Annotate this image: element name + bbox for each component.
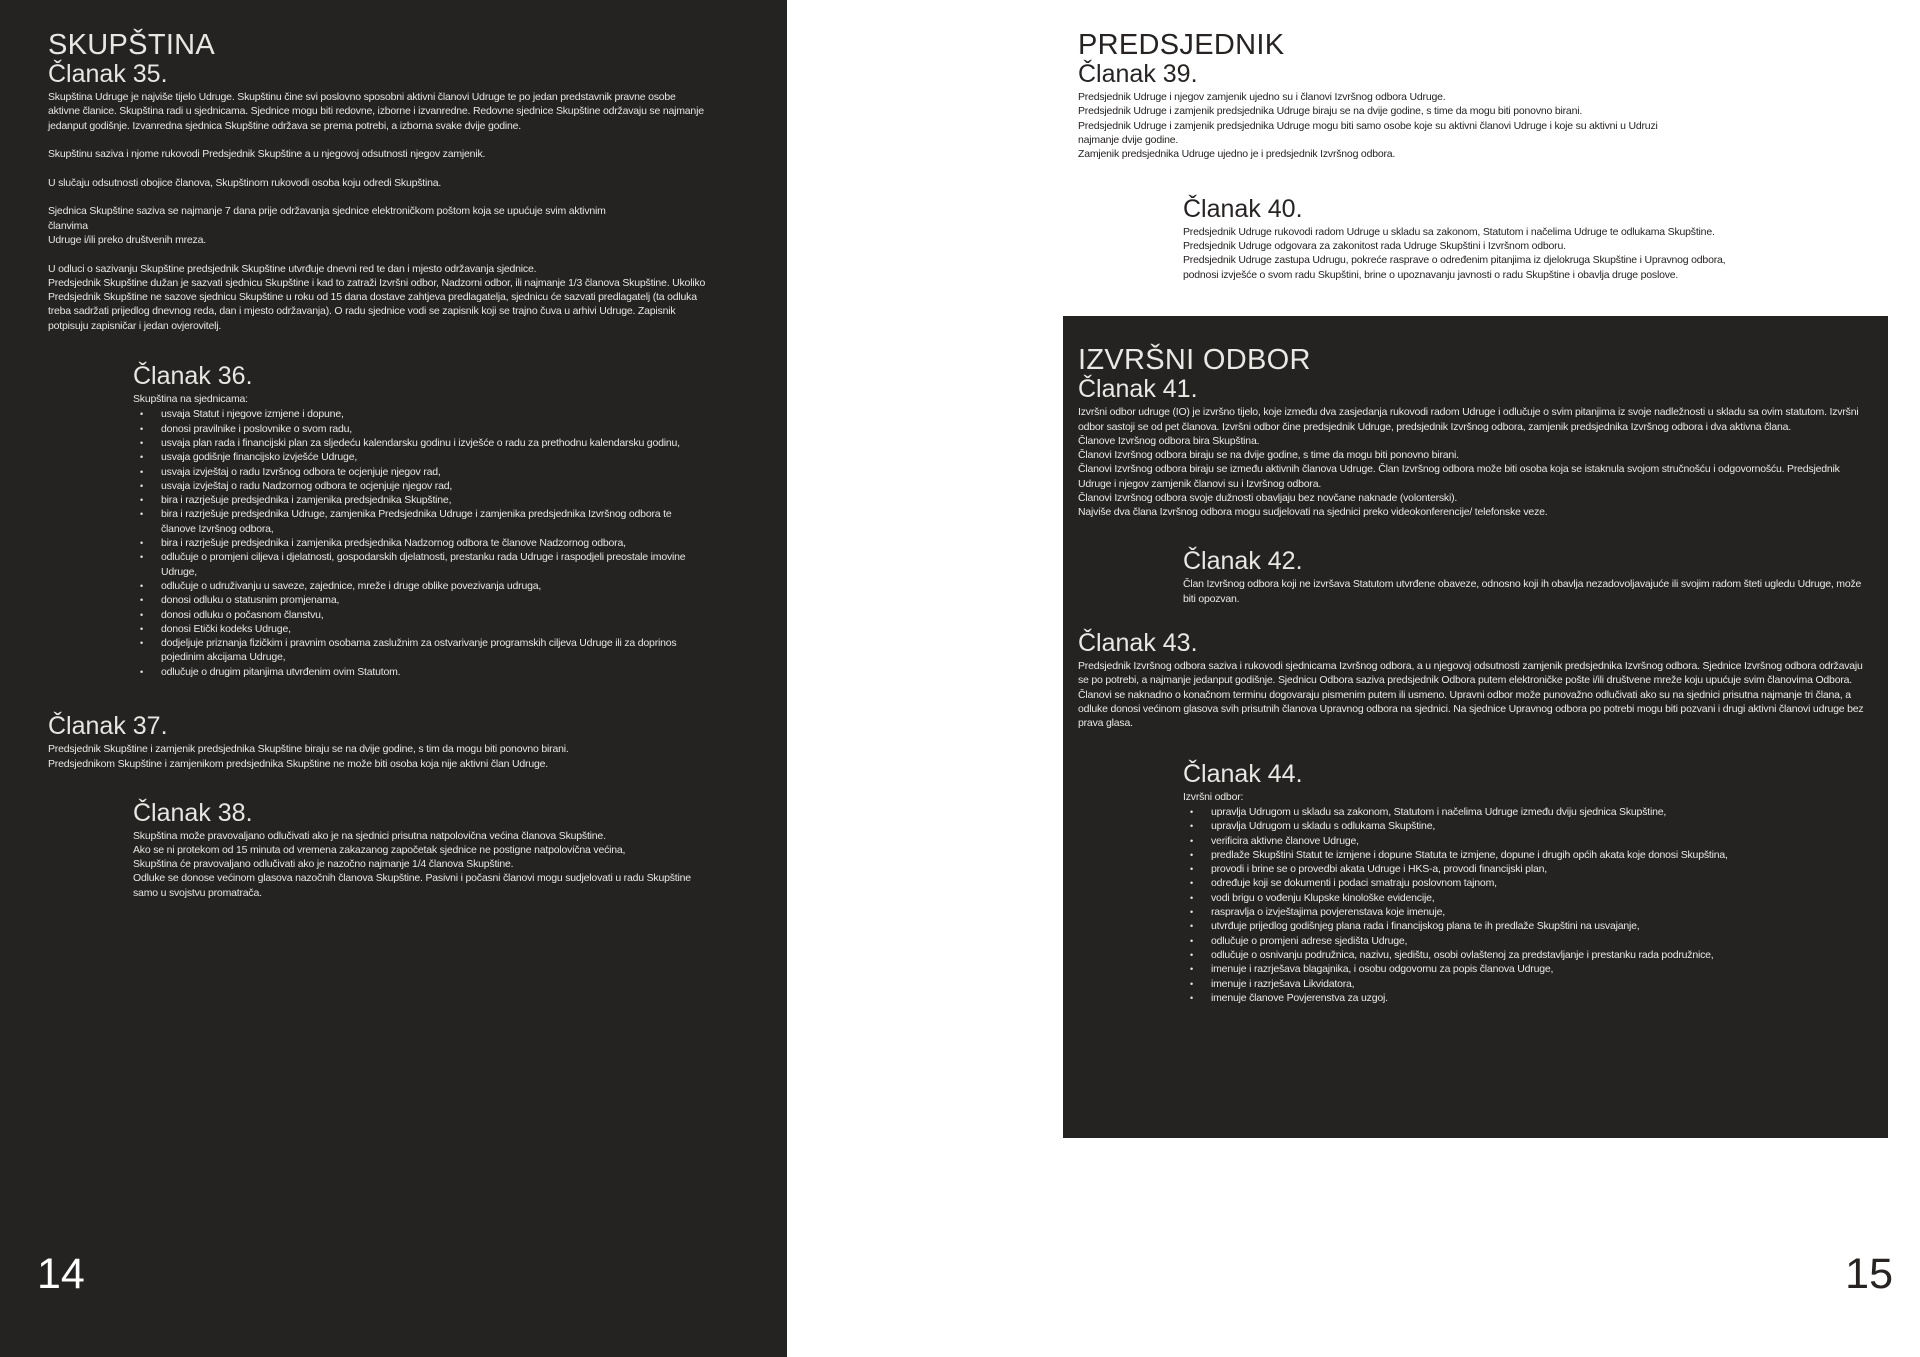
article-title: Članak 41. [1078, 375, 1198, 404]
spacer [48, 771, 708, 800]
bullet-item [1183, 805, 1856, 819]
bullet-item [133, 479, 706, 493]
bullet-text: raspravlja o izvještajima povjerenstava koje imenuje, [1211, 906, 1445, 919]
bullet-text: određuje koji se dokumenti i podaci smatraju poslovnom tajnom, [1211, 877, 1497, 890]
bullet-icon [140, 593, 143, 608]
bullet-text: upravlja Udrugom u skladu s odlukama Skupštine, [1211, 820, 1436, 833]
bullet-text: usvaja izvještaj o radu Nadzornog odbora te ocjenjuje njegov rad, [161, 479, 453, 492]
bullet-item [133, 450, 706, 464]
article-title: Članak 39. [1078, 60, 1198, 88]
bullet-text: donosi pravilnike i poslovnike o svom radu, [161, 422, 353, 435]
paragraph: Predsjednik Udruge odgovara za zakonitost rada Udruge Skupštini i Izvršnom odboru. [1183, 240, 1566, 253]
bullet-text: imenuje i razrješava Likvidatora, [1211, 977, 1355, 990]
bullet-icon [140, 665, 143, 680]
bullet-item [1183, 977, 1856, 991]
bullet-icon [1190, 919, 1193, 934]
bullet-text: upravlja Udrugom u skladu sa zakonom, Statutom i načelima Udruge između dviju sjednica Skupštine, [1211, 805, 1667, 818]
bullet-text: odlučuje o promjeni ciljeva i djelatnosti, gospodarskih djelatnosti, prestanku rada Udruge i raspodjeli preostale imovine Udruge, [161, 551, 686, 578]
bullet-item [133, 465, 706, 479]
spacer [48, 247, 708, 261]
bullet-text: donosi odluku o statusnim promjenama, [161, 594, 340, 607]
spacer [48, 679, 708, 713]
bullet-text: vodi brigu o vođenju Klupske kinološke evidencije, [1211, 891, 1435, 904]
bullet-text: odlučuje o udruživanju u saveze, zajednice, mreže i druge oblike povezivanja udruga, [161, 579, 542, 592]
paragraph: Predsjednik Udruge i zamjenik predsjednika Udruge biraju se na dvije godine, s time da mogu biti ponovno birani. [1078, 105, 1583, 118]
paragraph: Predsjednik Udruge i njegov zamjenik ujedno su i članovi Izvršnog odbora Udruge. [1078, 91, 1446, 103]
bullet-icon [140, 507, 143, 522]
paragraph: Predsjednik Skupštine i zamjenik predsjednika Skupštine biraju se na dvije godine, s tim da mogu biti ponovno birani. [48, 743, 569, 756]
paragraph: Skupština će pravovaljano odlučivati ako je nazočno najmanje 1/4 članova Skupštine. [133, 858, 514, 871]
paragraph: Članovi Izvršnog odbora biraju se između aktivnih članova Udruge. Član Izvršnog odbora može biti osoba koja se istaknula svojom stručnošću i odgovornošću. Predsjednik Udruge i njegov zamjenik članovi su i Izvršnog odbora. [1078, 463, 1840, 490]
paragraph: Izvršni odbor: [1183, 790, 1244, 803]
bullet-item [1183, 848, 1856, 862]
bullet-icon [140, 422, 143, 437]
paragraph: Članove Izvršnog odbora bira Skupština. [1078, 434, 1260, 447]
bullet-item [1183, 991, 1856, 1005]
article-title: Članak 38. [133, 798, 253, 827]
article-title: Članak 36. [133, 362, 253, 391]
spacer [1078, 731, 1874, 761]
article-title: Članak 42. [1183, 547, 1303, 576]
bullet-item [1183, 948, 1856, 962]
paragraph: Predsjednikom Skupštine i zamjenikom predsjednika Skupštine ne može biti osoba koja nije aktivni član Udruge. [48, 757, 548, 770]
bullet-text: odlučuje o drugim pitanjima utvrđenim ovim Statutom. [161, 665, 401, 678]
bullet-item [133, 622, 706, 636]
page-left [0, 0, 787, 1357]
paragraph: U odluci o sazivanju Skupštine predsjednik Skupštine utvrđuje dnevni red te dan i mjesto održavanja sjednice. [48, 262, 537, 275]
page-right-content [1078, 29, 1864, 1138]
bullet-item [1183, 834, 1856, 848]
bullet-item [133, 608, 706, 622]
bullet-text: donosi Etički kodeks Udruge, [161, 622, 291, 635]
bullet-icon [1190, 991, 1193, 1006]
bullet-text: bira i razrješuje predsjednika i zamjenika predsjednika Skupštine, [161, 494, 452, 507]
article-title: Članak 43. [1078, 629, 1198, 658]
bullet-text: imenuje članove Povjerenstva za uzgoj. [1211, 991, 1388, 1004]
paragraph: Izvršni odbor udruge (IO) je izvršno tijelo, koje između dva zasjedanja rukovodi radom Udruge i odlučuje o svim pitanjima iz svoje nadležnosti u skladu sa ovim statutom. Izvršni odbor sastoji se od pet članova. Izvršni odbor čine predsjednik Udruge, predsjednik Izvršnog odbora, zamjenik predsjednika Izvršnog odbora i dva aktivna člana. [1078, 406, 1859, 433]
bullet-text: predlaže Skupštini Statut te izmjene i dopune Statuta te izmjene, dopune i drugih općih akata koje donosi Skupština, [1211, 848, 1728, 861]
paragraph: Predsjednik Skupštine dužan je sazvati sjednicu Skupštine i kad to zatraži Izvršni odbor, Nadzorni odbor, ili najmanje 1/3 članova Skupštine. Ukoliko Predsjednik Skupštine ne sazove sjednicu Skupštine u roku od 15 dana dostave zahtjeva predlagatelja, sjednicu će sazvati predlagatelj (ta odluka treba sadržati prijedlog dnevnog reda, dan i mjesto održavanja). O radu sjednice vodi se zapisnik koji se trajno čuva u arhivi Udruge. Zapisnik potpisuju zapisničar i jedan ovjerovitelj. [48, 276, 706, 332]
page-left-content [48, 30, 708, 900]
bullet-icon [140, 550, 143, 565]
bullet-icon [140, 465, 143, 480]
bullet-item [1183, 876, 1856, 890]
bullet-icon [140, 493, 143, 508]
bullet-icon [1190, 948, 1193, 963]
paragraph: Udruge i/ili preko društvenih mreza. [48, 233, 206, 246]
paragraph: Predsjednik Udruge i zamjenik predsjednika Udruge mogu biti samo osobe koje su aktivni članovi Udruge i koje su aktivni u Udruzi najmanje dvije godine. [1078, 119, 1658, 146]
bullet-icon [1190, 962, 1193, 977]
bullet-text: imenuje i razrješava blagajnika, i osobu odgovornu za popis članova Udruge, [1211, 963, 1554, 976]
paragraph: Skupština može pravovaljano odlučivati ako je na sjednici prisutna natpolovična većina članova Skupštine. [133, 829, 606, 842]
spacer [1078, 606, 1874, 630]
bullet-text: dodjeljuje priznanja fizičkim i pravnim osobama zaslužnim za ostvarivanje programskih ciljeva Udruge ili za doprinos pojedinim akcijama Udruge, [161, 637, 677, 664]
paragraph: Skupština Udruge je najviše tijelo Udruge. Skupštinu čine svi poslovno sposobni aktivni članovi Udruge te po jedan predstavnik pravne osobe aktivne članice. Skupština radi u sjednicama. Sjednice mogu biti redovne, izborne i izvanredne. Redovne sjednice Skupštine održavaju se najmanje jedanput godišnje. Izvanredna sjednica Skupštine održava se prema potrebi, a izborna svake dvije godine. [48, 91, 704, 132]
spacer [48, 161, 708, 175]
bullet-item [1183, 962, 1856, 976]
section-title: PREDSJEDNIK [1078, 29, 1285, 61]
bullet-icon [140, 536, 143, 551]
bullet-icon [1190, 819, 1193, 834]
paragraph: U slučaju odsutnosti obojice članova, Skupštinom rukovodi osoba koju odredi Skupština. [48, 176, 442, 189]
bullet-icon [140, 579, 143, 594]
bullet-item [1183, 934, 1856, 948]
bullet-text: usvaja godišnje financijsko izvješće Udruge, [161, 451, 358, 464]
bullet-item [133, 579, 706, 593]
bullet-text: usvaja Statut i njegove izmjene i dopune, [161, 408, 344, 421]
bullet-text: bira i razrješuje predsjednika i zamjenika predsjednika Nadzornog odbora te članove Nadzornog odbora, [161, 537, 626, 550]
bullet-icon [1190, 905, 1193, 920]
bullet-text: odlučuje o osnivanju podružnica, nazivu, sjedištu, osobi ovlaštenoj za predstavljanje i prestanku rada podružnice, [1211, 948, 1714, 961]
bullet-icon [140, 436, 143, 451]
bullet-icon [140, 450, 143, 465]
paragraph: Sjednica Skupštine saziva se najmanje 7 dana prije održavanja sjednice elektroničkom poštom koja se upućuje svim aktivnim [48, 205, 606, 218]
page-number-left: 14 [37, 1250, 85, 1298]
spacer [48, 133, 708, 147]
paragraph: Odluke se donose većinom glasova nazočnih članova Skupštine. Pasivni i počasni članovi mogu sudjelovati u radu Skupštine samo u svojstvu promatrača. [133, 872, 691, 899]
bullet-item [133, 422, 706, 436]
bullet-item [133, 593, 706, 607]
bullet-list [1183, 805, 1874, 1005]
bullet-list [133, 407, 708, 679]
bullet-icon [140, 407, 143, 422]
spacer [1078, 520, 1874, 549]
article-title: Članak 37. [48, 712, 168, 741]
bullet-item [133, 550, 706, 579]
bullet-icon [1190, 862, 1193, 877]
page-right [787, 0, 1920, 1357]
spacer [1078, 282, 1688, 316]
bullet-icon [1190, 805, 1193, 820]
bullet-icon [1190, 848, 1193, 863]
spacer [48, 190, 708, 204]
paragraph: Članovi Izvršnog odbora svoje dužnosti obavljaju bez novčane naknade (volonterski). [1078, 492, 1458, 505]
bullet-item [1183, 862, 1856, 876]
paragraph: članvima [48, 219, 88, 232]
bullet-item [133, 536, 706, 550]
bullet-item [1183, 891, 1856, 905]
bullet-icon [1190, 934, 1193, 949]
bullet-item [133, 636, 706, 665]
bullet-icon [140, 608, 143, 623]
spacer [48, 333, 708, 363]
bullet-item [133, 407, 706, 421]
bullet-text: provodi i brine se o provedbi akata Udruge i HKS-a, provodi financijski plan, [1211, 863, 1547, 876]
bullet-item [1183, 919, 1856, 933]
paragraph: Najviše dva člana Izvršnog odbora mogu sudjelovati na sjednici preko videokonferencije/ telefonske veze. [1078, 506, 1548, 519]
paragraph: Zamjenik predsjednika Udruge ujedno je i predsjednik Izvršnog odbora. [1078, 148, 1396, 161]
bullet-icon [1190, 876, 1193, 891]
article-title: Članak 35. [48, 60, 168, 88]
bullet-icon [140, 622, 143, 637]
paragraph: Predsjednik Udruge rukovodi radom Udruge u skladu sa zakonom, Statutom i načelima Udruge te odlukama Skupštine. [1183, 225, 1715, 238]
bullet-text: bira i razrješuje predsjednika Udruge, zamjenika Predsjednika Udruge i zamjenika predsjednika Izvršnog odbora te članove Izvršnog odbora, [161, 508, 672, 535]
bullet-text: usvaja izvještaj o radu Izvršnog odbora te ocjenjuje njegov rad, [161, 465, 441, 478]
paragraph: Članovi Izvršnog odbora biraju se na dvije godine, s time da mogu biti ponovno birani. [1078, 449, 1459, 462]
section-title: SKUPŠTINA [48, 29, 216, 61]
bullet-text: verificira aktivne članove Udruge, [1211, 834, 1359, 847]
bullet-item [133, 436, 706, 450]
bullet-text: odlučuje o promjeni adrese sjedišta Udruge, [1211, 934, 1408, 947]
bullet-item [133, 665, 706, 679]
bullet-item [1183, 819, 1856, 833]
bullet-icon [140, 479, 143, 494]
bullet-item [133, 493, 706, 507]
bullet-text: donosi odluku o počasnom članstvu, [161, 608, 324, 621]
spacer [1078, 161, 1688, 195]
paragraph: Ako se ni protekom od 15 minuta od vremena zakazanog započetak sjednice ne postigne natpolovična većina, [133, 843, 626, 856]
bullet-item [133, 507, 706, 536]
paragraph: Skupštinu saziva i njome rukovodi Predsjednik Skupštine a u njegovoj odsutnosti njegov zamjenik. [48, 148, 486, 161]
paragraph: Član Izvršnog odbora koji ne izvršava Statutom utvrđene obaveze, odnosno koji ih obavlja nezadovoljavajuće ili svojim radom šteti ugledu Udruge, može biti opozvan. [1183, 578, 1862, 605]
paragraph: Predsjednik Udruge zastupa Udrugu, pokreće rasprave o određenim pitanjima iz djelokruga Skupštine i Upravnog odbora, podnosi izvješće o svom radu Skupštini, brine o upoznavanju javnosti o radu Skupštine i obavlja druge poslove. [1183, 254, 1726, 281]
bullet-item [1183, 905, 1856, 919]
paragraph: Skupština na sjednicama: [133, 393, 248, 406]
bullet-icon [1190, 977, 1193, 992]
section-title: IZVRŠNI ODBOR [1078, 344, 1311, 377]
article-title: Članak 44. [1183, 759, 1303, 788]
bullet-text: usvaja plan rada i financijski plan za sljedeću kalendarsku godinu i izvješće o radu za prethodnu kalendarsku godinu, [161, 436, 680, 449]
page-number-right: 15 [1845, 1250, 1893, 1298]
paragraph: Predsjednik Izvršnog odbora saziva i rukovodi sjednicama Izvršnog odbora, a u njegovoj odsutnosti zamjenik predsjednika Izvršnog odbora. Sjednice Izvršnog odbora održavaju se po potrebi, a najmanje jedanput godišnje. Sjednicu Odbora saziva predsjednik Odbora putem elektroničke pošte i/ili društvene mreže koju upućuje svim članovima Odbora. Članovi se naknadno o konačnom terminu dogovaraju pismenim putem ili usmeno. Upravni odbor može punovažno odlučivati ako su na sjednici prisutna najmanje tri člana, a odluke donosi većinom glasova svih prisutnih članova Upravnog odbora na sjednici. Na sjednice Upravnog odbora po potrebi mogu biti pozvani i drugi aktivni članovi udruge bez prava glasa. [1078, 660, 1864, 730]
bullet-icon [1190, 891, 1193, 906]
bullet-text: utvrđuje prijedlog godišnjeg plana rada i financijskog plana te ih predlaže Skupštini na usvajanje, [1211, 920, 1640, 933]
article-title: Članak 40. [1183, 194, 1303, 223]
executive-board-box [1063, 316, 1888, 1138]
bullet-icon [140, 636, 143, 651]
bullet-icon [1190, 834, 1193, 849]
